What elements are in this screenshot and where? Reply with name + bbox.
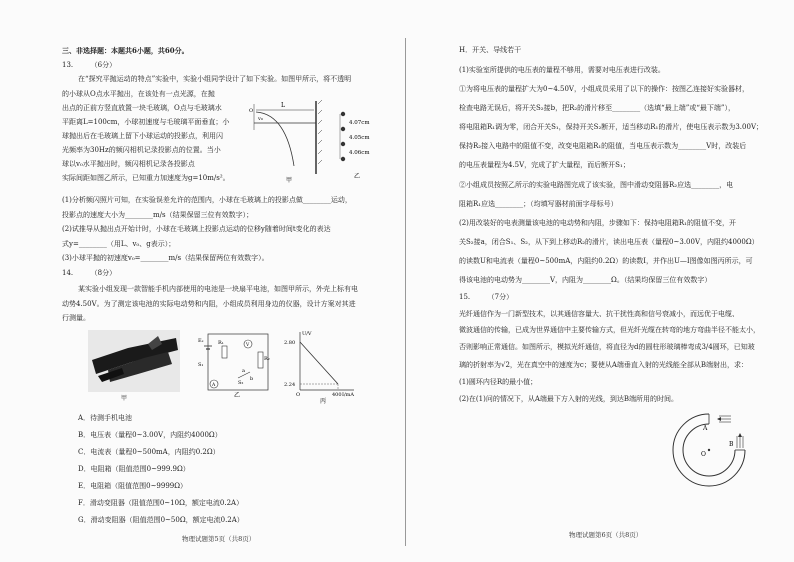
fig1-L: L <box>281 102 285 109</box>
fig3-A: A <box>703 425 708 432</box>
fig2-a: a <box>242 368 245 374</box>
left-footer: 物理试题第5页（共8页） <box>182 535 256 543</box>
right-line-11: 关S₂接a，闭合S₁、S₂，从下到上移动R₂的滑片，读出电压表（量程0~3.00V，内阻约4000Ω） <box>459 238 759 246</box>
phone-battery-photo <box>88 330 180 392</box>
fig2-V: V <box>246 343 250 348</box>
option-a: A．待测手机电池 <box>78 414 133 422</box>
fig1-O: O <box>249 108 254 114</box>
q13-line-8: 实际间距如图乙所示，已知重力加速度为g=10m/s²。 <box>62 174 230 182</box>
q13-sub-1: (1)分析频闪照片可知，在实验误差允许的范围内，小球在毛玻璃上的投影点做________运动， <box>62 196 352 204</box>
option-c: C．电流表（量程0~500mA，内阻约0.2Ω） <box>78 448 220 456</box>
q13-sub-2: 投影点的速度大小为________m/s（结果保留三位有效数字）； <box>62 211 254 219</box>
fig2-Ex: Eₓ <box>198 338 204 344</box>
right-line-6: 保持R₂接入电路中的阻值不变，改变电阻箱R₁的阻值，当电压表示数为________V时，改装后 <box>459 142 747 150</box>
q15-number: 15. （7分） <box>459 293 514 301</box>
fig2-origin: O <box>296 392 301 398</box>
fig2-yaxis: U/V <box>302 331 312 337</box>
option-b: B．电压表（量程0~3.00V，内阻约4000Ω） <box>78 431 222 439</box>
q14-number: 14. （8分） <box>62 269 117 277</box>
option-e: E．电阻箱（阻值范围0~9999Ω） <box>78 482 188 490</box>
q15-line-4: 璃的折射率为√2，光在真空中的速度为c；要使从A端垂直入射的光线能全部从B端射出，求： <box>459 361 749 369</box>
ui-graph <box>284 328 360 404</box>
right-line-13: 得该电池的电动势为________V，内阻为________Ω。（结果均保留三位有效数字） <box>459 276 712 284</box>
fig1-v0: v₀ <box>258 116 263 122</box>
right-line-9: 阻箱R₁应选________；（均填写器材前面字母标号） <box>459 200 618 208</box>
fig2-S1: S₁ <box>198 362 204 368</box>
fig1-d2: 4.05cm <box>349 135 370 141</box>
fig2-b: b <box>250 376 254 382</box>
circuit-diagram <box>198 328 280 398</box>
right-line-3: ①为将电压表的量程扩大为0~4.50V，小组成员采用了以下的操作：按图乙连接好实验器材， <box>459 85 749 93</box>
fig2-y-top: 2.80 <box>284 340 296 346</box>
q13-sub-5: (3)小球平抛的初速度v₀=________m/s（结果保留两位有效数字）。 <box>62 254 269 262</box>
fig2-x-val: 400 <box>332 392 342 398</box>
right-footer: 物理试题第6页（共8页） <box>569 531 643 539</box>
fig1-yi: 乙 <box>354 173 361 180</box>
fig2-yi: 乙 <box>234 392 241 399</box>
right-line-10: (2)用改装好的电表测量该电池的电动势和内阻，步骤如下：保持电阻箱R₁的阻值不变，开 <box>459 219 736 227</box>
fiber-ring-figure <box>659 400 759 500</box>
section-heading: 三、非选择题：本题共6小题，共60分。 <box>62 46 189 55</box>
q13-sub-3: (2)试推导从抛出点开始计时，小球在毛玻璃上投影点运动的位移y随着时间t变化的表达 <box>62 225 331 233</box>
q15-line-2: 微波通信的传输，已成为世界通信中主要传输方式，但光纤光缆在转弯的地方弯曲半径不能太小， <box>459 326 760 334</box>
q13-number: 13. （6分） <box>62 61 117 69</box>
right-line-5: 将电阻箱R₁调为零，闭合开关S₁，保持开关S₂断开，适当移动R₁的滑片，使电压表示数为3.00V； <box>459 123 763 131</box>
right-line-1: H．开关、导线若干 <box>459 46 522 54</box>
q13-sub-4: 式y=________（用L、v₀、g表示）； <box>62 240 176 248</box>
q13-line-2: 的小球从O点水平抛出，在该处有一点光源，在抛 <box>62 90 215 98</box>
q13-line-4: 平距离L=100cm，小球初速度与毛玻璃平面垂直；小 <box>62 118 230 126</box>
q13-figure <box>246 96 396 186</box>
q13-line-5: 球抛出后在毛玻璃上留下小球运动的投影点，利用闪 <box>62 132 223 140</box>
q13-line-1: 在“探究平抛运动的特点”实验中，实验小组同学设计了如下实验。如图甲所示，将不透明 <box>78 75 352 83</box>
q15-line-1: 光纤通信作为一门新型技术，以其通信容量大、抗干扰性高和信号衰减小，而远优于电缆、 <box>459 310 739 318</box>
q14-line-3: 行测量。 <box>62 314 90 322</box>
fig2-bing: 丙 <box>320 398 327 405</box>
q15-line-5: (1)圆环内径R的最小值； <box>459 378 538 386</box>
fig2-xaxis: I/mA <box>342 392 355 398</box>
q14-line-2: 动势4.50V。为了测定该电池的实际电动势和内阻，小组成员利用身边的仪器，设计方案对其进 <box>62 300 356 308</box>
right-line-8: ②小组成员按照乙所示的实验电路图完成了该实验，图中滑动变阻器R₂应选________，电 <box>459 181 734 189</box>
fig1-jia: 甲 <box>286 177 293 184</box>
q15-line-6: (2)在(1)问的情况下，从A端最下方入射的光线，到达B端所用的时间。 <box>459 395 679 403</box>
q13-line-6: 光频率为30Hz的频闪相机记录投影点的位置。当小 <box>62 146 221 154</box>
right-page <box>397 0 794 562</box>
fig2-R2: R₂ <box>264 356 270 362</box>
q15-line-3: 否则影响正常通信。如图所示，模拟光纤通信，将直径为d的圆柱形玻璃棒弯成3/4圆环，已知玻 <box>459 343 755 351</box>
fig2-A: A <box>212 383 216 388</box>
fig1-d3: 4.06cm <box>349 150 370 156</box>
right-line-7: 的电压表量程为4.5V，完成了扩大量程，而后断开S₁； <box>459 161 630 169</box>
q13-line-3: 出点的正前方竖直放置一块毛玻璃，O点与毛玻璃水 <box>62 104 222 112</box>
fig2-jia: 甲 <box>121 395 128 402</box>
option-g: G．滑动变阻器（阻值范围0~50Ω，额定电流0.2A） <box>78 516 244 524</box>
fig2-S2: S₂ <box>238 380 244 386</box>
q13-line-7: 球以v₀水平抛出时，频闪相机记录各投影点 <box>62 160 195 168</box>
option-d: D．电阻箱（阻值范围0~999.9Ω） <box>78 465 190 473</box>
fig3-B: B <box>729 441 734 448</box>
fig2-y-bot: 2.24 <box>284 382 296 388</box>
option-f: F．滑动变阻器（阻值范围0~10Ω，额定电流0.2A） <box>78 499 244 507</box>
right-line-4: 检查电路无误后，将开关S₂接b，把R₂的滑片移至________（选填“最上端”或“最下端”）， <box>459 104 735 112</box>
right-line-2: (1)实验室所提供的电压表的量程不够用，需要对电压表进行改装。 <box>459 66 665 74</box>
fig2-R1: R₁ <box>218 340 224 346</box>
right-line-12: 的读数U和电流表（量程0~500mA，内阻约0.2Ω）的读数I，并作出U—I图像如图丙所示，可 <box>459 257 753 265</box>
fig3-O: O <box>701 451 706 458</box>
q14-line-1: 某实验小组发现一款智能手机内部使用的电池是一块扇平电池，如图甲所示，外壳上标有电 <box>78 285 358 293</box>
fig1-d1: 4.07cm <box>349 120 370 126</box>
